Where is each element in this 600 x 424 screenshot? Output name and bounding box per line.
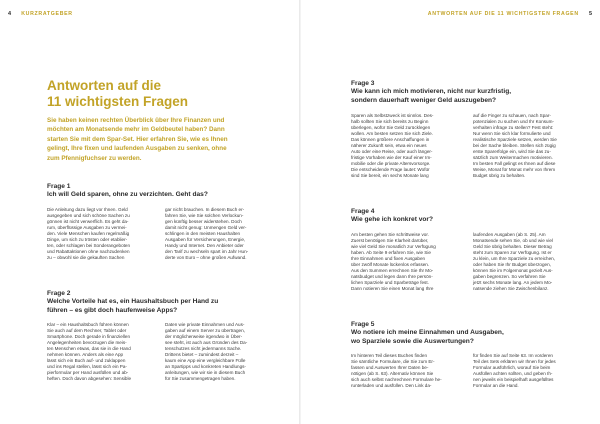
body-line: Sie sämtliche Formulare, die Sie zum Er- [351,359,435,365]
body-line: verhalten infrage zu stellen? Fest steht: [473,125,554,131]
body-line: oder haben Sie Ihr Budget überzogen, [473,262,551,268]
question-3-column-2 [473,113,589,180]
body-line: Drittens bietet – zumindest derzeit – [165,352,239,358]
intro-line: zum Pfennigfuchser zu werden. [47,154,142,162]
question-5-column-1 [351,353,467,389]
body-line: den Tarif zu wechseln spart im Jahr Hun- [165,249,249,255]
question-number: Frage 5 [351,321,375,328]
left-running-header [8,11,73,17]
intro-line: gelingt, Ihre fixen und laufenden Ausgaben zu senken, ohne [47,145,227,153]
question-number: Frage 2 [47,290,71,297]
body-line: bei der Sache bleiben. Stellen sich zügig [473,143,556,149]
body-line: Dann notieren Sie einen Monat lang Ihre [351,286,434,292]
body-line: Im hinteren Teil dieses Buches finden [351,353,428,358]
body-line: überlegen, wofür Sie Geld zurücklegen [351,125,431,131]
body-line: sind Sie bereit, ein sechs Monate lang [351,173,429,179]
body-line: gar nicht brauchen. In diesem Buch er- [165,207,245,212]
body-line: schlingen in den meisten Haushalten [165,231,241,237]
chapter-title-line: Antworten auf die [47,78,161,93]
body-line: Aus den Summen errechnen Sie Ihr Mo- [351,268,434,274]
chapter-intro [47,116,280,163]
question-2-column-2 [165,322,280,382]
body-line: können Sie im Folgemonat gezielt Aus- [473,268,553,274]
body-line: näherer Zukunft sein, etwa ein neues [351,143,427,149]
question-text: Welche Vorteile hat es, ein Haushaltsbuch per Hand zu [47,298,219,306]
body-line: nehmen können. Anders als eine App [47,352,124,358]
question-number: Frage 3 [351,80,375,87]
body-line: damit nicht genug: Unmengen Geld ver- [165,225,247,231]
question-3-column-1 [351,113,467,180]
question-2-heading [47,290,218,315]
body-line: laufenden Ausgaben (ab S. 25). Am [473,232,546,237]
body-line: Angelegenheiten bevorzugen die meis- [47,340,127,346]
body-line: realistische Sparziele setzen, werden Sie [473,137,557,143]
body-line: zu klein, um Ihre Sparziele zu erreichen, [473,256,555,262]
body-line: mobilie oder die private Altersvorsorge. [351,161,431,167]
body-line: lichen Sparziele und Sparbeträge fest. [351,280,429,286]
question-number: Frage 4 [351,208,375,215]
body-line: zu – obwohl sie die gekauften Sachen [47,255,125,261]
body-line: Am besten gehen Sie schrittweise vor. [351,232,429,237]
body-line: ten, oder schlagen bei Sonderangeboten [47,243,131,249]
body-line: nen jeweils ein beispielhaft ausgefülltes [473,377,554,383]
body-line: Monatsende sehen Sie, ob und wie viel [473,238,553,244]
body-line: sich auch selbst nachrechnen Formulare he- [351,377,442,383]
question-text: Wie gehe ich konkret vor? [351,216,434,224]
question-4-column-1 [351,232,467,292]
body-line: Daten wie private Einnahmen und Aus- [165,322,245,327]
body-line: sätzlich zum Weitermachen motivieren. [473,155,553,161]
book-gutter [299,0,301,424]
body-line: Das können größere Anschaffungen in [351,137,430,143]
body-line: Teil des Sets erklären wir Ihnen für jedes [473,359,556,365]
body-line: an Spartipps und konkreten Handlungs- [165,364,246,370]
body-line: Nur wenn Sie sich klar formulierte und [473,131,551,137]
body-line: derte von Euro – ohne großen Aufwand. [165,255,247,261]
question-2-column-1 [47,322,160,382]
body-line: Die entscheidende Frage lautet: Wofür [351,167,430,173]
body-line: Im besten Fall gelingt es Ihnen auf diese [473,161,556,167]
body-line: see steht, ist auch aus Gründen des Da- [165,340,248,346]
body-line: Formular an die Hand. [473,383,519,389]
question-5-column-2 [473,353,589,389]
intro-line: möchten am Monatsende mehr im Geldbeutel haben? Dann [47,126,225,134]
body-line: auf die Finger zu schauen, nach Spar- [473,113,551,118]
body-line: wie viel Geld Sie monatlich zur Verfügung [351,244,436,250]
question-4-heading [351,208,433,225]
body-line: natsbudget und legen dann Ihre persön- [351,274,433,280]
body-line: Auto oder eine Reise, oder auch länger- [351,149,433,155]
body-line: fahren Sie, wie Sie solchen Verlockun- [165,213,244,219]
body-line: gönnen ist nicht verwerflich. Es geht da- [47,219,129,225]
body-line: Zuerst benötigen Sie Klarheit darüber, [351,238,429,244]
question-text: sondern dauerhaft weniger Geld auszugeben? [351,96,497,104]
left-running-title: KURZRATGEBER [21,11,73,17]
question-4-column-2 [473,232,589,292]
body-line: tenschutzes nicht jedermanns Sache. [165,346,242,352]
body-line: Die Anleitung dazu liegt vor Ihnen. Geld [47,207,128,212]
left-page-number: 4 [8,11,12,17]
right-running-header [428,11,592,17]
body-line: rum, überflüssige Ausgaben zu vermei- [47,225,127,231]
body-line: natsende ziehen Sie Zwischenbilanz. [473,286,549,292]
body-line: Budget übrig zu behalten. [473,173,526,179]
body-line: fassen und Auswerten Ihrer Daten be- [351,365,429,371]
body-line: Ihre Einnahmen und fixen Ausgaben [351,256,426,262]
body-line: Dinge, um sich zu trösten oder etablier- [47,237,128,243]
body-line: potenzialen zu suchen und Ihr Konsum- [473,119,554,125]
question-text: Wo notiere ich meine Einnahmen und Ausgaben, [351,329,504,337]
chapter-title [47,78,287,109]
body-line: heften. Doch davon abgesehen: Sensible [47,376,132,382]
body-line: der möglicherweise irgendwo in Über- [165,334,243,340]
body-line: gen künftig besser widerstehen. Doch [165,219,242,225]
body-line: runterladen und ausfüllen. Den Link da- [351,383,432,389]
body-line: Sie auch auf dem Rechner, Tablet oder [47,328,127,334]
body-line: für finden Sie auf Seite 63. Im vorderen [473,353,553,358]
question-1-column-1 [47,207,160,261]
body-line: ausgegeben und sich schöne Sachen zu [47,213,130,219]
question-1-column-2 [165,207,280,261]
body-line: den. Viele Menschen kaufen regelmäßig [47,231,130,237]
question-3-heading [351,80,511,105]
body-line: nötigen (ab S. 63). Alternativ können Sie [351,371,434,377]
question-text: wo Sparziele sowie die Auswertungen? [351,337,474,345]
body-line: für Sie zusammengetragen haben. [165,376,236,382]
body-line: lässt sich ein Buch auf- und zuklappen [47,358,126,364]
body-line: gaben auf einem Server zu übertragen, [165,328,245,334]
body-line: Sparen als Selbstzweck ist sinnlos. Des- [351,113,434,118]
body-line: Handy und Internet. Den Anbieter oder [165,243,244,249]
right-page-number: 5 [588,11,592,17]
body-line: jetzt sechs Monate lang. An jedem Mo- [473,280,553,286]
body-line: pierformular per Hand ausfüllen und ab- [47,370,129,376]
body-line: über zwölf Monate lückenlos erfassen. [351,262,430,268]
body-line: und ins Regal stellen, lässt sich ein Pa- [47,364,127,370]
body-line: fristige Vorhaben wie der Kauf einer Im- [351,155,432,161]
question-text: Ich will Geld sparen, ohne zu verzichten. Geht das? [47,191,208,199]
body-line: Klar – ein Haushaltsbuch führen können [47,322,129,327]
body-line: wollen. Am besten setzen Sie sich Ziele. [351,131,433,137]
intro-line: Sie haben keinen rechten Überblick über Ihre Finanzen und [47,117,225,124]
body-line: Ausgaben für Versicherungen, Energie, [165,237,246,243]
body-line: Ausfüllen achten sollten, und geben Ih- [473,371,553,377]
body-line: anleitungen, wie wir sie in diesem Buch [165,370,246,376]
body-line: und Rabattaktionen ohne nachzudenken [47,249,130,255]
body-line: kaum eine App eine vergleichbare Fülle [165,358,246,364]
body-line: gaben begrenzen. So verfahren Sie [473,274,546,280]
body-line: steht zum Sparen zur Verfügung. Ist er [473,250,552,256]
body-line: Formular ausführlich, worauf Sie beim [473,365,551,371]
question-text: führen – es gibt doch haufenweise Apps? [47,306,178,314]
body-line: halb sollten Sie sich bereits zu Beginn [351,119,429,125]
body-line: ten Menschen etwas, das sie in die Hand [47,346,131,352]
chapter-title-line: 11 wichtigsten Fragen [47,93,189,109]
body-line: Weise, Monat für Monat mehr von Ihrem [473,167,556,173]
question-5-heading [351,321,504,346]
right-running-title: ANTWORTEN AUF DIE 11 WICHTIGSTEN FRAGEN [427,11,579,17]
intro-line: starten Sie mit dem Spar-Set. Hier erfahren Sie, wie es Ihnen [47,135,228,143]
body-line: Geld Sie übrig behalten. Dieser Betrag [473,244,552,250]
question-1-heading [47,183,208,200]
body-line: erste Sparerfolge ein, wird Sie das zu- [473,149,551,155]
question-number: Frage 1 [47,183,71,190]
body-line: Smartphone. Doch gerade in finanziellen [47,334,130,340]
body-line: haben. Ab Seite 9 erfahren Sie, wie Sie [351,250,431,256]
question-text: Wie kann ich mich motivieren, nicht nur kurzfristig, [351,88,512,96]
